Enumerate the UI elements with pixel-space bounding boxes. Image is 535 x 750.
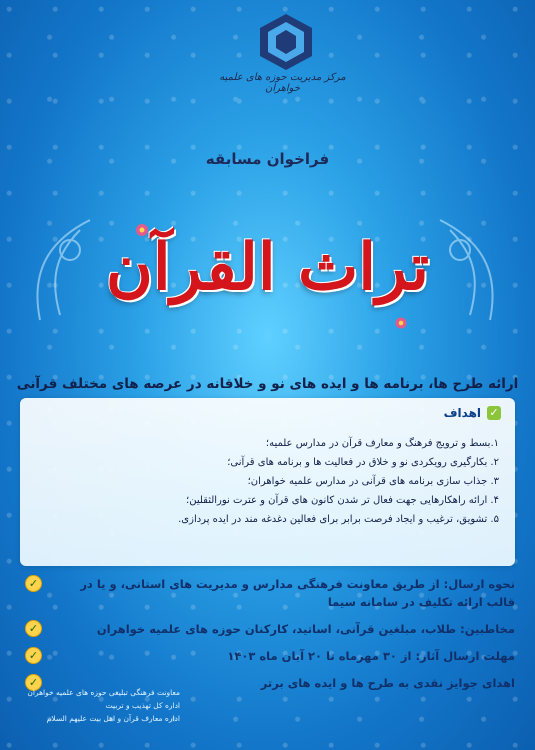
competition-callout: فراخوان مسابقه xyxy=(205,150,330,168)
check-icon: ✓ xyxy=(487,406,501,420)
goal-item: ۲. بکارگیری رویکردی نو و خلاق در فعالیت ها و برنامه های قرآنی؛ xyxy=(227,457,499,468)
goals-card xyxy=(20,398,515,566)
organization-name: مرکز مدیریت حوزه های علمیه خواهران xyxy=(219,72,346,94)
goals-heading xyxy=(444,406,501,420)
title-area xyxy=(50,200,485,350)
deadline: مهلت ارسال آثار: از ۳۰ مهرماه تا ۲۰ آبان ماه ۱۴۰۳ xyxy=(227,649,515,663)
subtitle: ارائه طرح ها، برنامه ها و ایده های نو و خلاقانه در عرصه های مختلف قرآنی xyxy=(16,376,519,392)
footer-line: اداره معارف قرآن و اهل بیت علیهم السلام xyxy=(46,714,180,723)
check-bullet-icon: ✓ xyxy=(25,575,42,592)
main-title: تراث القرآن xyxy=(105,230,430,305)
goal-item: ۳. جذاب سازی برنامه های قرآنی در مدارس علمیه خواهران؛ xyxy=(247,476,499,487)
goal-item: ۵. تشویق، ترغیب و ایجاد فرصت برابر برای فعالین دغدغه مند در ایده پردازی. xyxy=(178,514,499,525)
info-row xyxy=(25,647,515,665)
footer-credits xyxy=(10,686,180,725)
info-row xyxy=(25,620,515,638)
prizes: اهدای جوایز نقدی به طرح ها و ایده های برتر xyxy=(260,676,515,690)
footer-line: اداره کل تهذیب و تربیت xyxy=(105,701,180,710)
check-bullet-icon: ✓ xyxy=(25,647,42,664)
goals-list xyxy=(39,434,499,529)
submission-method: نحوه ارسال: از طریق معاونت فرهنگی مدارس و مدیریت های استانی، و یا در قالب ارائه تکلیف در سامانه سیما xyxy=(80,577,515,609)
organization-logo xyxy=(256,12,316,72)
goals-heading-label: اهداف xyxy=(443,406,481,420)
audience: مخاطبین: طلاب، مبلغین قرآنی، اساتید، کارکنان حوزه های علمیه خواهران xyxy=(96,622,515,636)
check-bullet-icon: ✓ xyxy=(25,674,42,691)
goal-item: ۴. ارائه راهکارهایی جهت فعال تر شدن کانون های قرآن و عترت نورالثقلین؛ xyxy=(186,495,499,506)
info-list xyxy=(25,575,515,701)
flower-icon xyxy=(390,312,412,334)
check-bullet-icon: ✓ xyxy=(25,620,42,637)
goal-item: ۱.بسط و ترویج فرهنگ و معارف قرآن در مدارس علمیه؛ xyxy=(265,438,499,449)
footer-line: معاونت فرهنگی تبلیغی حوزه های علمیه خواهران xyxy=(27,688,180,697)
info-row xyxy=(25,575,515,611)
